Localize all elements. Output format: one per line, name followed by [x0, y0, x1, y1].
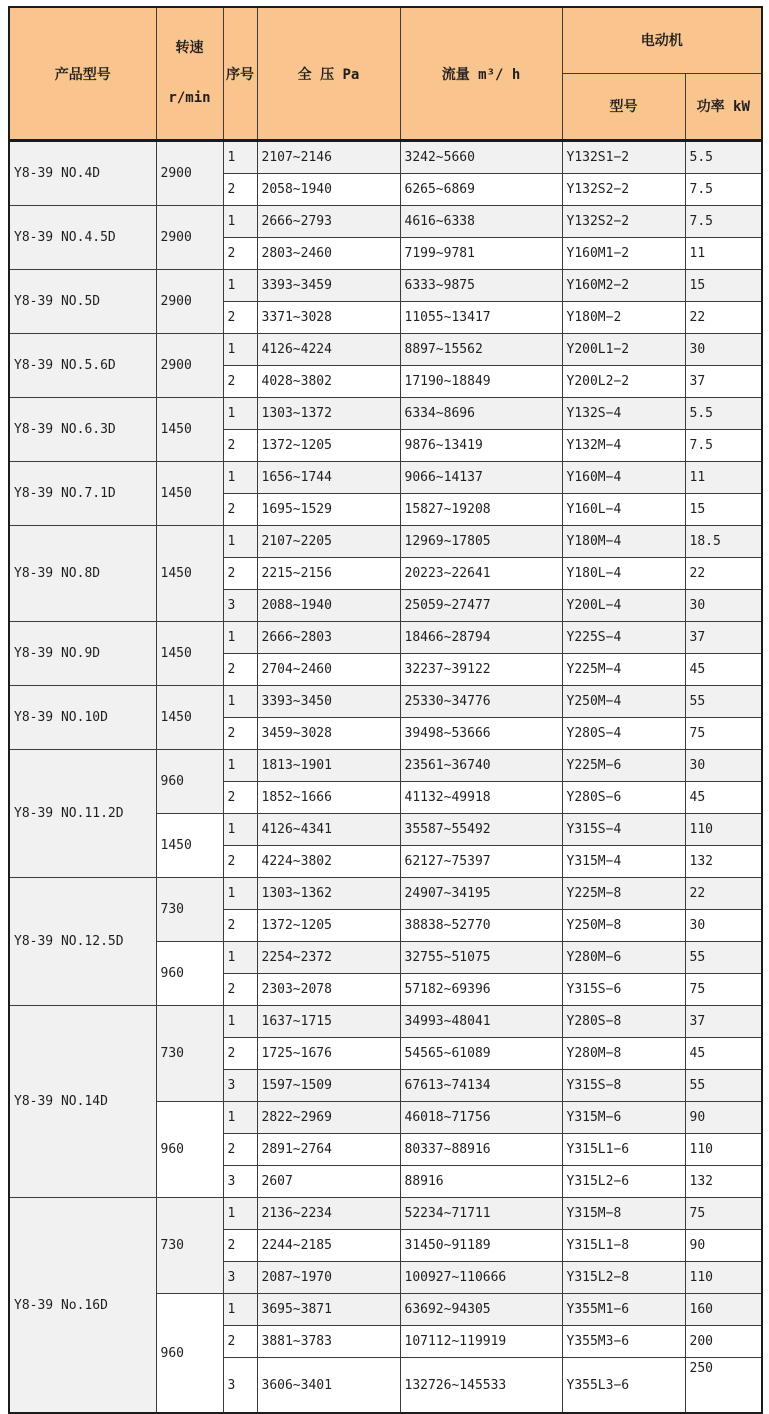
col-header-motor-power: 功率 kW — [685, 73, 762, 140]
power-cell: 75 — [685, 974, 762, 1006]
product-model-cell: Y8-39 NO.4D — [9, 141, 156, 206]
pressure-cell: 2215~2156 — [257, 558, 400, 590]
col-header-motor-model: 型号 — [562, 73, 685, 140]
table-row — [9, 206, 762, 238]
seq-cell: 1 — [223, 206, 257, 238]
power-cell: 18.5 — [685, 526, 762, 558]
pressure-cell: 2666~2793 — [257, 206, 400, 238]
flow-cell: 24907~34195 — [400, 878, 562, 910]
flow-cell: 25059~27477 — [400, 590, 562, 622]
pressure-cell: 1656~1744 — [257, 462, 400, 494]
power-cell: 55 — [685, 942, 762, 974]
seq-cell: 2 — [223, 910, 257, 942]
motor-model-cell: Y200L−4 — [562, 590, 685, 622]
col-header-pressure: 全 压 Pa — [257, 7, 400, 141]
seq-cell: 3 — [223, 590, 257, 622]
col-header-speed — [156, 7, 223, 141]
power-cell: 37 — [685, 1006, 762, 1038]
seq-cell: 2 — [223, 302, 257, 334]
speed-cell: 730 — [156, 878, 223, 942]
flow-cell: 12969~17805 — [400, 526, 562, 558]
pressure-cell: 2607 — [257, 1166, 400, 1198]
power-cell: 110 — [685, 1134, 762, 1166]
speed-cell: 1450 — [156, 814, 223, 878]
motor-model-cell: Y280M−8 — [562, 1038, 685, 1070]
power-cell: 37 — [685, 622, 762, 654]
seq-cell: 2 — [223, 1134, 257, 1166]
pressure-cell: 2822~2969 — [257, 1102, 400, 1134]
table-body — [9, 141, 762, 1414]
flow-cell: 54565~61089 — [400, 1038, 562, 1070]
pressure-cell: 2704~2460 — [257, 654, 400, 686]
pressure-cell: 2107~2146 — [257, 141, 400, 174]
table-row — [9, 750, 762, 782]
power-cell: 200 — [685, 1326, 762, 1358]
seq-cell: 2 — [223, 846, 257, 878]
table-row — [9, 878, 762, 910]
power-cell: 75 — [685, 718, 762, 750]
power-cell: 11 — [685, 238, 762, 270]
motor-model-cell: Y280S−8 — [562, 1006, 685, 1038]
seq-cell: 3 — [223, 1070, 257, 1102]
power-cell: 250 — [685, 1358, 762, 1414]
table-row — [9, 398, 762, 430]
col-header-speed-unit: r/min — [168, 89, 211, 106]
motor-model-cell: Y225M−4 — [562, 654, 685, 686]
motor-model-cell: Y132S2−2 — [562, 206, 685, 238]
flow-cell: 3242~5660 — [400, 141, 562, 174]
flow-cell: 132726~145533 — [400, 1358, 562, 1414]
pressure-cell: 1372~1205 — [257, 430, 400, 462]
motor-model-cell: Y355M3−6 — [562, 1326, 685, 1358]
flow-cell: 67613~74134 — [400, 1070, 562, 1102]
motor-model-cell: Y225M−8 — [562, 878, 685, 910]
flow-cell: 38838~52770 — [400, 910, 562, 942]
power-cell: 37 — [685, 366, 762, 398]
product-model-cell: Y8-39 NO.5D — [9, 270, 156, 334]
motor-model-cell: Y315S−8 — [562, 1070, 685, 1102]
flow-cell: 31450~91189 — [400, 1230, 562, 1262]
pressure-cell: 3459~3028 — [257, 718, 400, 750]
motor-model-cell: Y160M1−2 — [562, 238, 685, 270]
motor-model-cell: Y315L2−6 — [562, 1166, 685, 1198]
power-cell: 7.5 — [685, 430, 762, 462]
product-model-cell: Y8-39 NO.5.6D — [9, 334, 156, 398]
pressure-cell: 3371~3028 — [257, 302, 400, 334]
speed-cell: 1450 — [156, 686, 223, 750]
power-cell: 30 — [685, 334, 762, 366]
pressure-cell: 2107~2205 — [257, 526, 400, 558]
table-row — [9, 334, 762, 366]
motor-model-cell: Y180L−4 — [562, 558, 685, 590]
speed-cell: 1450 — [156, 398, 223, 462]
pressure-cell: 1813~1901 — [257, 750, 400, 782]
motor-model-cell: Y280S−4 — [562, 718, 685, 750]
motor-model-cell: Y132S2−2 — [562, 174, 685, 206]
flow-cell: 6265~6869 — [400, 174, 562, 206]
seq-cell: 1 — [223, 942, 257, 974]
seq-cell: 2 — [223, 654, 257, 686]
flow-cell: 35587~55492 — [400, 814, 562, 846]
motor-model-cell: Y315S−6 — [562, 974, 685, 1006]
speed-cell: 1450 — [156, 622, 223, 686]
motor-model-cell: Y355L3−6 — [562, 1358, 685, 1414]
speed-cell: 2900 — [156, 206, 223, 270]
motor-model-cell: Y160M−4 — [562, 462, 685, 494]
power-cell: 30 — [685, 590, 762, 622]
motor-model-cell: Y315L2−8 — [562, 1262, 685, 1294]
power-cell: 90 — [685, 1102, 762, 1134]
power-cell: 15 — [685, 494, 762, 526]
col-header-flow: 流量 m³/ h — [400, 7, 562, 141]
power-cell: 7.5 — [685, 174, 762, 206]
power-cell: 90 — [685, 1230, 762, 1262]
seq-cell: 2 — [223, 238, 257, 270]
power-cell: 5.5 — [685, 141, 762, 174]
motor-model-cell: Y180M−4 — [562, 526, 685, 558]
product-model-cell: Y8-39 No.16D — [9, 1198, 156, 1414]
motor-model-cell: Y132S1−2 — [562, 141, 685, 174]
table-header — [9, 7, 762, 141]
seq-cell: 1 — [223, 622, 257, 654]
motor-model-cell: Y315M−8 — [562, 1198, 685, 1230]
flow-cell: 80337~88916 — [400, 1134, 562, 1166]
product-model-cell: Y8-39 NO.14D — [9, 1006, 156, 1198]
power-cell: 160 — [685, 1294, 762, 1326]
table-row — [9, 686, 762, 718]
pressure-cell: 1852~1666 — [257, 782, 400, 814]
motor-model-cell: Y160L−4 — [562, 494, 685, 526]
flow-cell: 52234~71711 — [400, 1198, 562, 1230]
speed-cell: 730 — [156, 1198, 223, 1294]
flow-cell: 34993~48041 — [400, 1006, 562, 1038]
col-header-product: 产品型号 — [9, 7, 156, 141]
flow-cell: 41132~49918 — [400, 782, 562, 814]
power-cell: 45 — [685, 1038, 762, 1070]
pressure-cell: 4126~4341 — [257, 814, 400, 846]
table-row — [9, 526, 762, 558]
power-cell: 110 — [685, 1262, 762, 1294]
motor-model-cell: Y315S−4 — [562, 814, 685, 846]
flow-cell: 15827~19208 — [400, 494, 562, 526]
flow-cell: 57182~69396 — [400, 974, 562, 1006]
power-cell: 30 — [685, 750, 762, 782]
flow-cell: 6333~9875 — [400, 270, 562, 302]
product-model-cell: Y8-39 NO.12.5D — [9, 878, 156, 1006]
speed-cell: 730 — [156, 1006, 223, 1102]
flow-cell: 17190~18849 — [400, 366, 562, 398]
flow-cell: 4616~6338 — [400, 206, 562, 238]
motor-model-cell: Y250M−8 — [562, 910, 685, 942]
seq-cell: 1 — [223, 1006, 257, 1038]
pressure-cell: 2254~2372 — [257, 942, 400, 974]
flow-cell: 25330~34776 — [400, 686, 562, 718]
seq-cell: 1 — [223, 334, 257, 366]
seq-cell: 2 — [223, 1230, 257, 1262]
power-cell: 7.5 — [685, 206, 762, 238]
motor-model-cell: Y315M−4 — [562, 846, 685, 878]
power-cell: 55 — [685, 686, 762, 718]
seq-cell: 1 — [223, 1294, 257, 1326]
seq-cell: 1 — [223, 141, 257, 174]
product-model-cell: Y8-39 NO.4.5D — [9, 206, 156, 270]
motor-model-cell: Y315L1−6 — [562, 1134, 685, 1166]
pressure-cell: 3881~3783 — [257, 1326, 400, 1358]
col-header-seq: 序号 — [223, 7, 257, 141]
flow-cell: 62127~75397 — [400, 846, 562, 878]
speed-cell: 2900 — [156, 270, 223, 334]
table-row — [9, 1006, 762, 1038]
flow-cell: 18466~28794 — [400, 622, 562, 654]
table-row — [9, 462, 762, 494]
pressure-cell: 3393~3459 — [257, 270, 400, 302]
seq-cell: 1 — [223, 750, 257, 782]
pressure-cell: 2891~2764 — [257, 1134, 400, 1166]
seq-cell: 2 — [223, 1326, 257, 1358]
seq-cell: 1 — [223, 1102, 257, 1134]
flow-cell: 32755~51075 — [400, 942, 562, 974]
pressure-cell: 1597~1509 — [257, 1070, 400, 1102]
seq-cell: 2 — [223, 974, 257, 1006]
pressure-cell: 4224~3802 — [257, 846, 400, 878]
seq-cell: 2 — [223, 174, 257, 206]
product-model-cell: Y8-39 NO.11.2D — [9, 750, 156, 878]
motor-model-cell: Y200L2−2 — [562, 366, 685, 398]
power-cell: 45 — [685, 654, 762, 686]
seq-cell: 2 — [223, 558, 257, 590]
motor-model-cell: Y132M−4 — [562, 430, 685, 462]
header-row-1 — [9, 7, 762, 73]
motor-model-cell: Y200L1−2 — [562, 334, 685, 366]
motor-model-cell: Y225M−6 — [562, 750, 685, 782]
pressure-cell: 3695~3871 — [257, 1294, 400, 1326]
power-cell: 45 — [685, 782, 762, 814]
motor-model-cell: Y315M−6 — [562, 1102, 685, 1134]
seq-cell: 2 — [223, 494, 257, 526]
flow-cell: 6334~8696 — [400, 398, 562, 430]
flow-cell: 11055~13417 — [400, 302, 562, 334]
pressure-cell: 2136~2234 — [257, 1198, 400, 1230]
pressure-cell: 2088~1940 — [257, 590, 400, 622]
speed-cell: 1450 — [156, 462, 223, 526]
speed-cell: 1450 — [156, 526, 223, 622]
power-cell: 22 — [685, 878, 762, 910]
pressure-cell: 4126~4224 — [257, 334, 400, 366]
seq-cell: 1 — [223, 814, 257, 846]
pressure-cell: 1637~1715 — [257, 1006, 400, 1038]
pressure-cell: 4028~3802 — [257, 366, 400, 398]
seq-cell: 1 — [223, 270, 257, 302]
power-cell: 132 — [685, 1166, 762, 1198]
power-cell: 11 — [685, 462, 762, 494]
seq-cell: 2 — [223, 718, 257, 750]
speed-cell: 960 — [156, 1294, 223, 1414]
flow-cell: 23561~36740 — [400, 750, 562, 782]
pressure-cell: 2244~2185 — [257, 1230, 400, 1262]
pressure-cell: 2303~2078 — [257, 974, 400, 1006]
power-cell: 75 — [685, 1198, 762, 1230]
seq-cell: 2 — [223, 366, 257, 398]
speed-cell: 2900 — [156, 141, 223, 206]
speed-cell: 2900 — [156, 334, 223, 398]
seq-cell: 2 — [223, 1038, 257, 1070]
product-model-cell: Y8-39 NO.10D — [9, 686, 156, 750]
speed-cell: 960 — [156, 750, 223, 814]
flow-cell: 8897~15562 — [400, 334, 562, 366]
power-cell: 22 — [685, 302, 762, 334]
seq-cell: 3 — [223, 1166, 257, 1198]
flow-cell: 63692~94305 — [400, 1294, 562, 1326]
flow-cell: 9876~13419 — [400, 430, 562, 462]
motor-model-cell: Y315L1−8 — [562, 1230, 685, 1262]
seq-cell: 1 — [223, 686, 257, 718]
power-cell: 22 — [685, 558, 762, 590]
pressure-cell: 3606~3401 — [257, 1358, 400, 1414]
seq-cell: 1 — [223, 462, 257, 494]
flow-cell: 100927~110666 — [400, 1262, 562, 1294]
col-header-motor: 电动机 — [562, 7, 762, 73]
product-model-cell: Y8-39 NO.6.3D — [9, 398, 156, 462]
seq-cell: 2 — [223, 430, 257, 462]
table-row — [9, 270, 762, 302]
motor-model-cell: Y280S−6 — [562, 782, 685, 814]
flow-cell: 39498~53666 — [400, 718, 562, 750]
pressure-cell: 1372~1205 — [257, 910, 400, 942]
col-header-speed-label: 转速 — [175, 40, 204, 56]
pressure-cell: 2087~1970 — [257, 1262, 400, 1294]
power-cell: 30 — [685, 910, 762, 942]
seq-cell: 2 — [223, 782, 257, 814]
seq-cell: 1 — [223, 1198, 257, 1230]
speed-cell: 960 — [156, 1102, 223, 1198]
motor-model-cell: Y160M2−2 — [562, 270, 685, 302]
pressure-cell: 2803~2460 — [257, 238, 400, 270]
table-row — [9, 141, 762, 174]
flow-cell: 32237~39122 — [400, 654, 562, 686]
product-model-cell: Y8-39 NO.9D — [9, 622, 156, 686]
motor-model-cell: Y250M−4 — [562, 686, 685, 718]
seq-cell: 3 — [223, 1358, 257, 1414]
pressure-cell: 1725~1676 — [257, 1038, 400, 1070]
pressure-cell: 1303~1362 — [257, 878, 400, 910]
power-cell: 132 — [685, 846, 762, 878]
power-cell: 110 — [685, 814, 762, 846]
table-row — [9, 622, 762, 654]
flow-cell: 7199~9781 — [400, 238, 562, 270]
flow-cell: 46018~71756 — [400, 1102, 562, 1134]
product-model-cell: Y8-39 NO.8D — [9, 526, 156, 622]
flow-cell: 9066~14137 — [400, 462, 562, 494]
power-cell: 15 — [685, 270, 762, 302]
seq-cell: 1 — [223, 526, 257, 558]
speed-cell: 960 — [156, 942, 223, 1006]
seq-cell: 3 — [223, 1262, 257, 1294]
motor-model-cell: Y180M−2 — [562, 302, 685, 334]
motor-model-cell: Y280M−6 — [562, 942, 685, 974]
seq-cell: 1 — [223, 398, 257, 430]
pressure-cell: 3393~3450 — [257, 686, 400, 718]
flow-cell: 20223~22641 — [400, 558, 562, 590]
fan-spec-table — [8, 6, 763, 1414]
power-cell: 5.5 — [685, 398, 762, 430]
pressure-cell: 2058~1940 — [257, 174, 400, 206]
flow-cell: 107112~119919 — [400, 1326, 562, 1358]
power-cell: 55 — [685, 1070, 762, 1102]
motor-model-cell: Y132S−4 — [562, 398, 685, 430]
pressure-cell: 1695~1529 — [257, 494, 400, 526]
pressure-cell: 2666~2803 — [257, 622, 400, 654]
motor-model-cell: Y355M1−6 — [562, 1294, 685, 1326]
seq-cell: 1 — [223, 878, 257, 910]
flow-cell: 88916 — [400, 1166, 562, 1198]
product-model-cell: Y8-39 NO.7.1D — [9, 462, 156, 526]
motor-model-cell: Y225S−4 — [562, 622, 685, 654]
pressure-cell: 1303~1372 — [257, 398, 400, 430]
